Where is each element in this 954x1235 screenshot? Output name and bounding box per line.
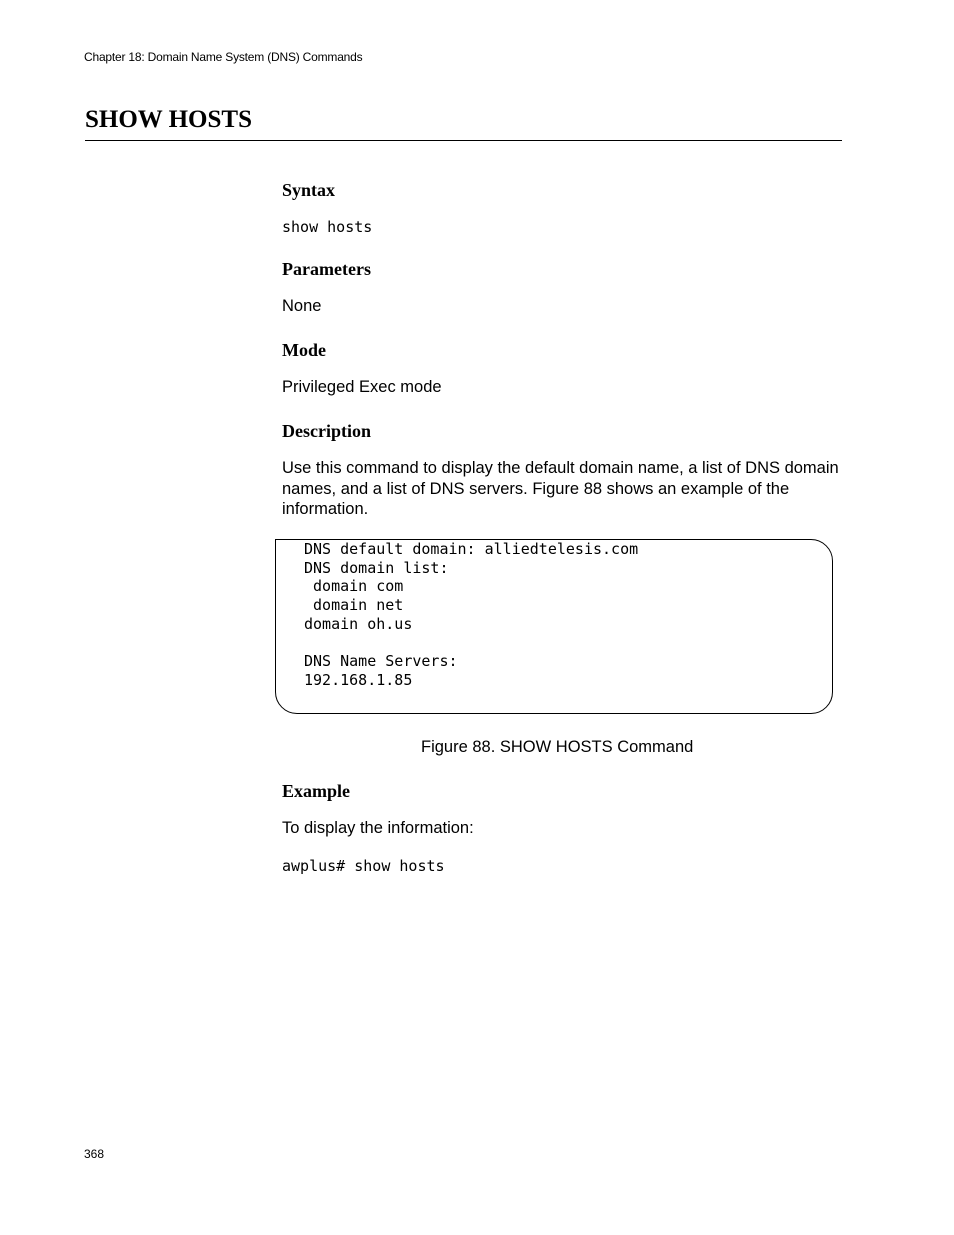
syntax-command: show hosts [282, 218, 373, 236]
syntax-heading: Syntax [282, 180, 336, 200]
description-text: Use this command to display the default domain name, a list of DNS domain names, and a list of DNS servers. Figure 88 shows an example of the information. [282, 459, 839, 519]
description-heading: Description [282, 421, 371, 441]
mode-text: Privileged Exec mode [282, 378, 442, 396]
example-command: awplus# show hosts [282, 857, 445, 875]
running-head: Chapter 18: Domain Name System (DNS) Commands [84, 50, 363, 64]
figure-line: 192.168.1.85 [304, 671, 413, 689]
mode-heading: Mode [282, 340, 326, 360]
parameters-heading: Parameters [282, 259, 371, 279]
example-text: To display the information: [282, 819, 474, 837]
figure-line: domain oh.us [304, 615, 413, 633]
figure-line: domain net [304, 596, 404, 614]
example-heading: Example [282, 781, 351, 801]
page-title: SHOW HOSTS [85, 106, 252, 133]
figure-caption: Figure 88. SHOW HOSTS Command [421, 738, 694, 756]
page-number: 368 [84, 1147, 105, 1161]
figure-line: DNS default domain: alliedtelesis.com [304, 540, 639, 558]
figure-line: domain com [304, 577, 404, 595]
parameters-text: None [282, 297, 322, 315]
figure-line: DNS Name Servers: [304, 652, 458, 670]
figure-line: DNS domain list: [304, 559, 449, 577]
title-rule [85, 140, 842, 141]
